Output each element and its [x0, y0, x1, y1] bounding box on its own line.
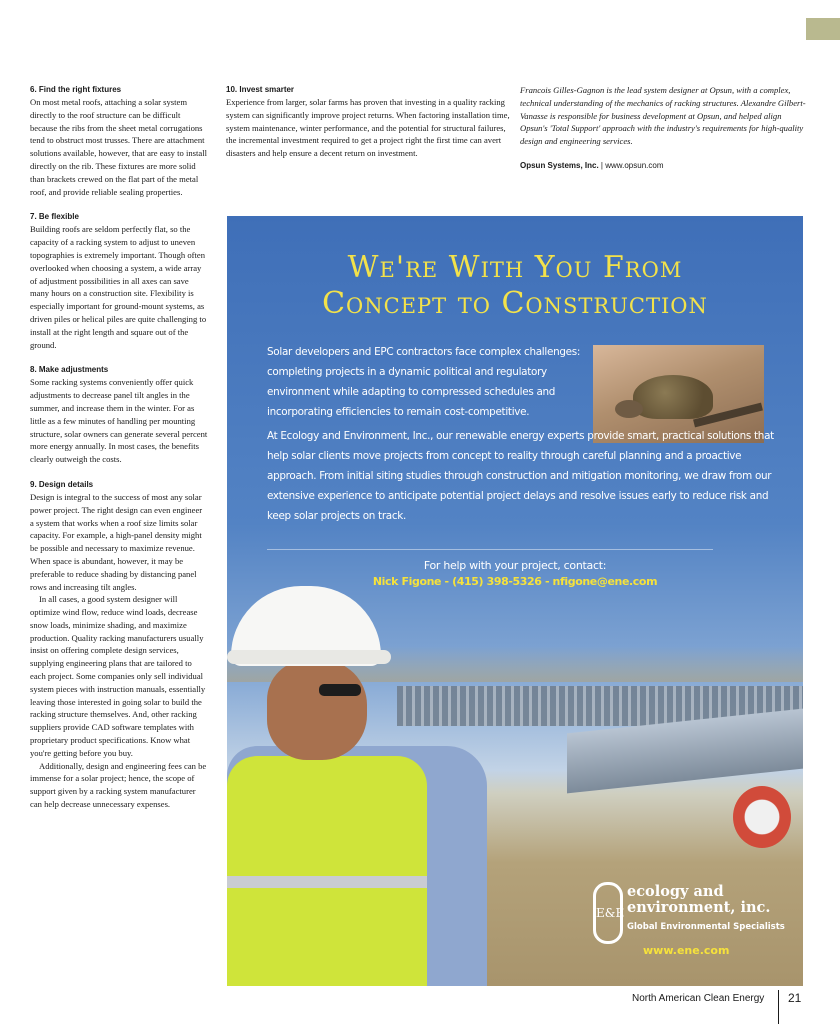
author-bio-column — [520, 84, 810, 173]
section-body: Additionally, design and engineering fees can be immense for a solar project; hence, the scope of support given by a racking system manufacturer can help decrease unnecessary expenses. — [30, 760, 207, 810]
section-heading: 8. Make adjustments — [30, 365, 109, 375]
company-credit — [520, 160, 810, 173]
footer-publication-name: North American Clean Energy — [632, 993, 765, 1004]
ad-contact-details[interactable]: Nick Figone - (415) 398-5326 - nfigone@ene.com — [372, 575, 658, 588]
sunglasses — [319, 684, 361, 696]
company-url[interactable]: www.opsun.com — [605, 160, 664, 170]
author-bio: Francois Gilles-Gagnon is the lead system designer at Opsun, with a complex, technical understanding of the mechanics of racking structures. Alexandre Gilbert-Vanasse is responsible for business development at Opsun, and helped align Opsun's 'Total Support' approach with the industry's requirements for high-quality design and engineering services. — [520, 85, 806, 147]
section-heading: 9. Design details — [30, 479, 94, 489]
credit-separator: | — [598, 160, 606, 170]
worker-face — [267, 660, 367, 760]
ad-headline-line-2: Concept to Construction — [322, 286, 708, 321]
section-body: On most metal roofs, attaching a solar system directly to the roof structure can be difficult because the ribs from the sheet metal corrugations tend to obstruct most trusses. There are attachment solutions available, however, that are easy to install directly on the rib. These fixtures are more solid than brackets crewed on the flat part of the metal roof, and provide reliable sealing properties. — [30, 97, 207, 197]
footer-page-number: 21 — [788, 991, 802, 1005]
safety-vest — [227, 756, 427, 986]
section-be-flexible — [30, 211, 208, 351]
ene-logo — [593, 882, 793, 942]
article-column-2 — [226, 84, 514, 173]
corner-color-tab — [806, 18, 840, 40]
section-design-details — [30, 479, 208, 811]
ene-logo-tagline: Global Environmental Specialists — [627, 922, 785, 932]
section-heading: 10. Invest smarter — [226, 85, 295, 94]
section-find-fixtures — [30, 84, 208, 198]
footer-divider — [778, 990, 779, 1024]
section-body: Experience from larger, solar farms has proven that investing in a quality racking system can significantly improve project returns. When factoring installation time, system maintenance, winter performance, and the potential for structural failures, the incremental investment required to get a project right the first time can avert disasters and help ensure a decent return on investment. — [226, 97, 510, 159]
section-heading: 6. Find the right fixtures — [30, 85, 122, 94]
ene-logo-name: ecology and environment, inc. — [627, 883, 771, 916]
section-body: Building roofs are seldom perfectly flat, so the capacity of a racking system to adjust to uneven topographies is extremely important. Though often overlooked when choosing a system, a wide array of adjustment possibilities in all axes can save many hours on a construction site. Flexibility is especially important for ground-mount systems, as driven piles or helical piles are quite challenging to install at the right length and square out of the ground. — [30, 224, 207, 350]
section-make-adjustments — [30, 364, 208, 466]
reflector-disc — [733, 786, 791, 848]
company-name: Opsun Systems, Inc. — [520, 160, 599, 170]
tortoise-shell — [633, 375, 713, 419]
worker-photo — [227, 576, 527, 986]
ad-body-paragraph-2: At Ecology and Environment, Inc., our renewable energy experts provide smart, practical solutions that help solar clients move projects from concept to reality through careful planning and a proactive approach. From initial siting studies through construction and mitigation monitoring, we draw from our extensive experience to anticipate potential project delays and resolve issues early to reduce risk and keep solar projects on track. — [267, 430, 774, 522]
section-body: Design is integral to the success of most any solar power project. The right design can even engineer a system that works when a roof size limits solar capacity. For example, a high-panel density might be possible and necessary to maximize revenue. When space is abundant, however, it may be preferable to reduce shading by distancing panel rows and increasing tilt angles. — [30, 491, 203, 592]
section-invest-smarter — [226, 84, 514, 160]
ad-website-link[interactable]: www.ene.com — [643, 944, 730, 957]
vest-reflective-stripe — [227, 876, 427, 888]
ene-advertisement — [227, 216, 803, 986]
hard-hat-brim — [227, 650, 391, 664]
ad-headline-line-1: We're With You From — [347, 250, 683, 285]
article-column-1 — [30, 84, 208, 824]
tortoise-head — [615, 400, 643, 418]
ene-logo-mark-icon: E&E — [593, 882, 623, 944]
ad-contact-label: For help with your project, contact: — [423, 559, 607, 572]
section-heading: 7. Be flexible — [30, 212, 79, 222]
section-body: In all cases, a good system designer will optimize wind flow, reduce wind loads, decrease snow loads, minimize shading, and maximize production. Quality racking manufacturers usually insist on offering complete design services, supplying engineering plans that are tailored to each project. Some companies only sell individual system pieces with instruction manuals, essentially leaving those interested in going solar to build the racking structure themselves. And, other racking suppliers provide CAD software templates with proprietary product specifications. Know what you're getting before you buy. — [30, 594, 206, 758]
section-body: Some racking systems conveniently offer quick adjustments to decrease panel tilt angles in the summer, and increase them in the winter. For as little as a few minutes of handling per mounting structure, solar owners can generate several percent more energy annually. In most cases, the benefits clearly outweigh the costs. — [30, 377, 208, 465]
ad-body-paragraph-1: Solar developers and EPC contractors face complex challenges: completing projects in a dynamic political and regulatory environment while adapting to compressed schedules and incorporating efficiencies to remain cost-competitive. — [267, 346, 581, 418]
ad-divider — [267, 549, 713, 550]
